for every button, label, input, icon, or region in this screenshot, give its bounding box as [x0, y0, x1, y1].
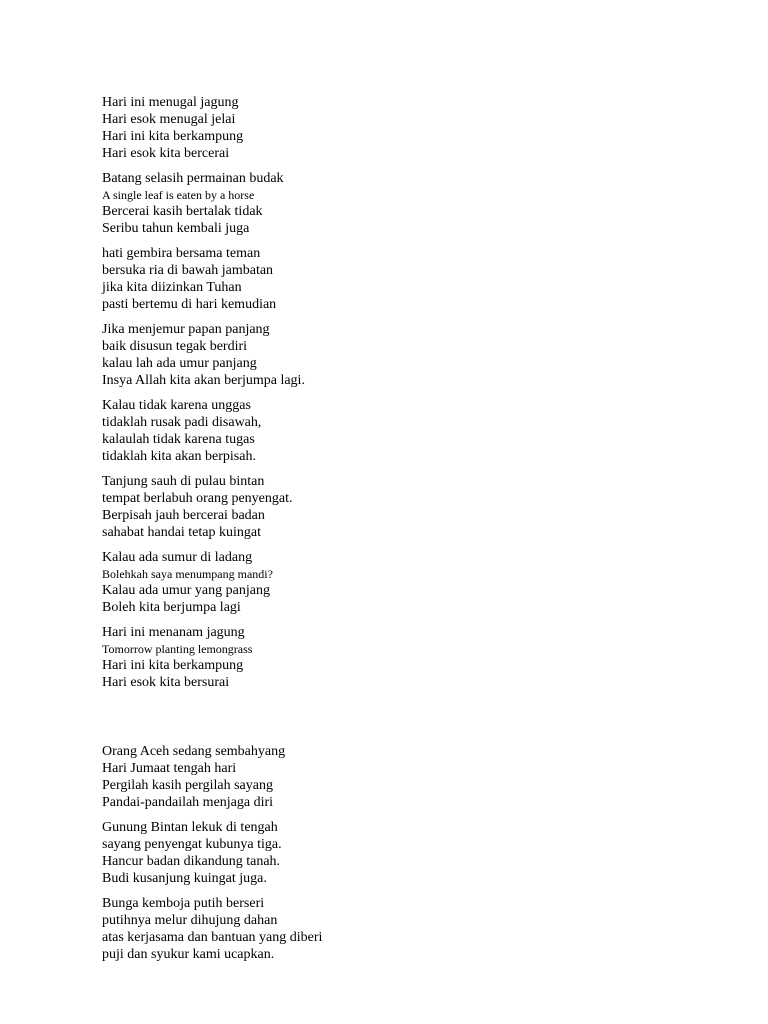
poem-line: Insya Allah kita akan berjumpa lagi.	[102, 373, 305, 388]
stanza-6	[102, 473, 522, 541]
poem-text	[102, 94, 522, 971]
poem-line: putihnya melur dihujung dahan	[102, 913, 278, 928]
poem-line: bersuka ria di bawah jambatan	[102, 263, 274, 278]
poem-line: Jika menjemur papan panjang	[102, 322, 270, 337]
poem-line: tempat berlabuh orang penyengat.	[102, 491, 293, 506]
poem-line: kalau lah ada umur panjang	[102, 356, 257, 371]
poem-line: A single leaf is eaten by a horse	[102, 188, 255, 202]
stanza-7	[102, 549, 522, 616]
poem-line: Kalau tidak karena unggas	[102, 398, 251, 413]
poem-line: kalaulah tidak karena tugas	[102, 432, 255, 447]
poem-line: tidaklah rusak padi disawah,	[102, 415, 262, 430]
poem-line: sayang penyengat kubunya tiga.	[102, 837, 282, 852]
poem-line: Kalau ada sumur di ladang	[102, 550, 253, 565]
poem-line: Berpisah jauh bercerai badan	[102, 508, 265, 523]
poem-line: Hancur badan dikandung tanah.	[102, 854, 281, 869]
poem-line: Hari ini kita berkampung	[102, 129, 244, 144]
poem-line: Pergilah kasih pergilah sayang	[102, 778, 273, 793]
poem-line: Batang selasih permainan budak	[102, 171, 284, 186]
poem-line: Bunga kemboja putih berseri	[102, 896, 265, 911]
poem-line: Kalau ada umur yang panjang	[102, 583, 270, 598]
poem-line: pasti bertemu di hari kemudian	[102, 297, 277, 312]
section-spacer	[102, 699, 522, 743]
stanza-1	[102, 94, 522, 162]
poem-line: sahabat handai tetap kuingat	[102, 525, 261, 540]
poem-line: hati gembira bersama teman	[102, 246, 261, 261]
poem-line: Hari ini menugal jagung	[102, 95, 239, 110]
poem-line: Tanjung sauh di pulau bintan	[102, 474, 265, 489]
poem-line: Bercerai kasih bertalak tidak	[102, 204, 263, 219]
poem-line: Seribu tahun kembali juga	[102, 221, 250, 236]
poem-line: Pandai-pandailah menjaga diri	[102, 795, 274, 810]
poem-line: puji dan syukur kami ucapkan.	[102, 947, 275, 962]
poem-line: tidaklah kita akan berpisah.	[102, 449, 256, 464]
poem-line: Orang Aceh sedang sembahyang	[102, 744, 286, 759]
stanza-9	[102, 743, 522, 811]
poem-line: Hari esok menugal jelai	[102, 112, 236, 127]
poem-line: Boleh kita berjumpa lagi	[102, 600, 241, 615]
poem-line: Hari ini kita berkampung	[102, 658, 244, 673]
poem-line: Bolehkah saya menumpang mandi?	[102, 567, 273, 581]
poem-line: Tomorrow planting lemongrass	[102, 642, 253, 656]
poem-line: baik disusun tegak berdiri	[102, 339, 248, 354]
poem-line: Hari esok kita bersurai	[102, 675, 230, 690]
poem-line: Hari Jumaat tengah hari	[102, 761, 237, 776]
stanza-8	[102, 624, 522, 691]
poem-line: Hari esok kita bercerai	[102, 146, 230, 161]
poem-line: Hari ini menanam jagung	[102, 625, 245, 640]
stanza-5	[102, 397, 522, 465]
stanza-3	[102, 245, 522, 313]
poem-line: Budi kusanjung kuingat juga.	[102, 871, 267, 886]
stanza-10	[102, 819, 522, 887]
poem-line: Gunung Bintan lekuk di tengah	[102, 820, 278, 835]
poem-line: jika kita diizinkan Tuhan	[102, 280, 242, 295]
stanza-11	[102, 895, 522, 963]
stanza-4	[102, 321, 522, 389]
poem-line: atas kerjasama dan bantuan yang diberi	[102, 930, 323, 945]
stanza-2	[102, 170, 522, 237]
